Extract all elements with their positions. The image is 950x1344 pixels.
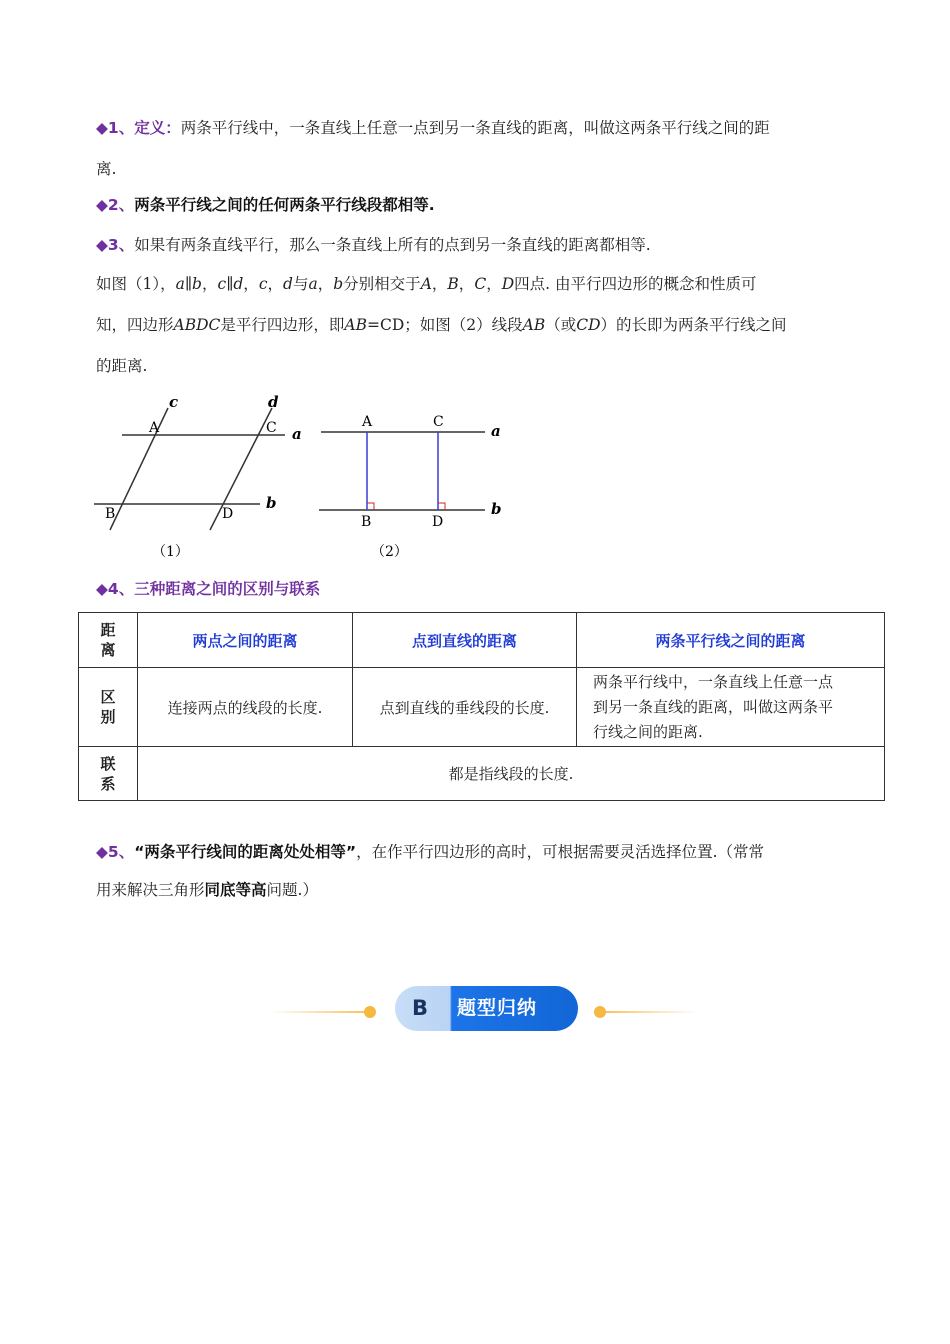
relation-cell: 都是指线段的长度. [138,747,885,801]
explanation-line-1: 如图（1），a∥b，c∥d，c，d与a，b分别相交于A，B，C，D四点. 由平行四边形的概念和性质可 [96,275,757,293]
table-header-row [79,613,885,668]
label-a: a [491,422,501,440]
right-angle-D [438,503,445,510]
property-5-marker: ◆5、 [96,843,135,861]
figure-2-perpendiculars [315,405,515,565]
point-C: C [433,414,444,430]
point-A: A [149,420,160,436]
label-b: b [491,500,502,518]
row-head-difference: 区 别 [79,668,138,747]
section-4-marker: ◆4、 [96,580,135,598]
explanation-line-2: 知，四边形ABDC是平行四边形，即AB=CD；如图（2）线段AB（或CD）的长即为两条平行线之间 [96,316,787,334]
point-D: D [222,506,234,522]
definition-line-2 [96,159,870,179]
col-head-two-points: 两点之间的距离 [138,613,353,668]
section-4-heading [96,579,870,599]
property-5-line-1 [96,842,870,862]
row-head-distance: 距 离 [79,613,138,668]
point-C: C [266,420,277,436]
property-3-text: 如果有两条直线平行，那么一条直线上所有的点到另一条直线的距离都相等. [134,236,651,254]
table-relation-row [79,747,885,801]
property-5-quote: “两条平行线间的距离处处相等” [134,843,357,861]
label-b: b [266,494,277,512]
table-difference-row [79,668,885,747]
point-B: B [361,514,372,530]
point-D: D [432,514,444,530]
badge-dot-right [594,1006,606,1018]
same-base-same-height: 同底等高 [204,881,267,899]
definition-line-1 [96,118,870,138]
property-2-marker: ◆2、 [96,196,135,214]
property-5-text: ，在作平行四边形的高时，可根据需要灵活选择位置.（常常 [356,843,765,861]
definition-text: 两条平行线中，一条直线上任意一点到另一条直线的距离，叫做这两条平行线之间的距 [180,119,770,137]
figure-2-caption: （2） [371,544,408,560]
property-3-marker: ◆3、 [96,236,135,254]
row-head-relation: 联 系 [79,747,138,801]
section-badge [395,986,578,1031]
col-head-parallel-lines: 两条平行线之间的距离 [577,613,885,668]
diff-parallel-lines: 两条平行线中，一条直线上任意一点 到另一条直线的距离，叫做这两条平 行线之间的距离. [577,668,885,747]
property-2-text: 两条平行线之间的任何两条平行线段都相等. [134,196,435,214]
diff-two-points: 连接两点的线段的长度. [138,668,353,747]
right-angle-B [367,503,374,510]
point-B: B [105,506,116,522]
label-a: a [292,425,302,443]
badge-dot-left [364,1006,376,1018]
badge-title: 题型归纳 [457,997,538,1019]
figure-1-parallelogram [90,390,310,565]
section-4-title: 三种距离之间的区别与联系 [134,580,321,598]
badge-decor-right [590,1000,700,1024]
property-2 [96,195,870,215]
point-A: A [362,414,373,430]
definition-text-end: 离. [96,160,117,178]
figure-1-caption: （1） [152,544,189,560]
label-c: c [169,393,179,411]
definition-marker: ◆1、定义： [96,119,181,137]
label-d: d [268,393,279,411]
line-d [210,408,272,530]
line-c [110,408,168,530]
distance-comparison-table [78,612,885,801]
property-3 [96,235,870,255]
badge-decor-left [270,1000,390,1024]
property-5-line-2: 用来解决三角形同底等高问题.） [96,881,318,899]
badge-letter: B [411,996,428,1020]
explanation-line-3: 的距离. [96,357,148,375]
col-head-point-line: 点到直线的距离 [353,613,577,668]
diff-point-line: 点到直线的垂线段的长度. [353,668,577,747]
